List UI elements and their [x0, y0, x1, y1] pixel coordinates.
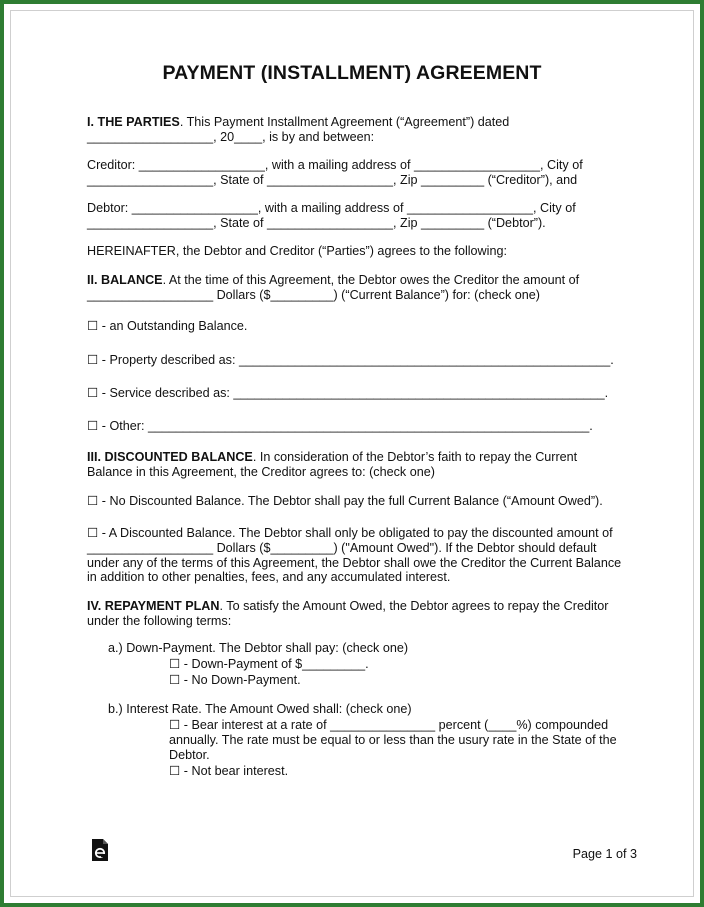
- eforms-logo-icon: [90, 838, 110, 862]
- parties-text-1: . This Payment Installment Agreement (“Agreement”) dated: [179, 115, 510, 129]
- balance-option-outstanding: ☐ - an Outstanding Balance.: [87, 319, 248, 333]
- hereinafter-text: HEREINAFTER, the Debtor and Creditor (“Parties”) agrees to the following:: [87, 244, 507, 258]
- balance-option-other: ☐ - Other: _______________________________________________________________.: [87, 419, 593, 433]
- debtor-line-1: Debtor: __________________, with a mailing address of __________________, City of: [87, 201, 576, 215]
- repayment-line-2: under the following terms:: [87, 614, 232, 628]
- repayment-line-1: [87, 599, 608, 614]
- discount-text-1: . In consideration of the Debtor’s faith to repay the Current: [252, 450, 578, 464]
- discount-option-discounted-2: __________________ Dollars ($_________) ("Amount Owed"). If the Debtor should default: [87, 541, 597, 555]
- creditor-line-2: __________________, State of __________________, Zip _________ (“Creditor”), and: [87, 173, 578, 187]
- discount-line-1: [87, 450, 577, 465]
- discount-option-none: ☐ - No Discounted Balance. The Debtor shall pay the full Current Balance (“Amount Owed”).: [87, 494, 603, 508]
- balance-option-property: ☐ - Property described as: _____________________________________________________.: [87, 353, 614, 367]
- parties-heading: I. THE PARTIES: [87, 115, 180, 129]
- discount-option-discounted-1: ☐ - A Discounted Balance. The Debtor shall only be obligated to pay the discounted amount of: [87, 526, 613, 540]
- document-title: PAYMENT (INSTALLMENT) AGREEMENT: [162, 62, 542, 84]
- balance-heading: II. BALANCE: [87, 273, 163, 287]
- parties-line-2: __________________, 20____, is by and between:: [87, 130, 375, 144]
- down-payment-label: a.) Down-Payment. The Debtor shall pay: (check one): [108, 641, 409, 655]
- balance-line-2: __________________ Dollars ($_________) (“Current Balance”) for: (check one): [87, 288, 540, 302]
- repayment-text-1: . To satisfy the Amount Owed, the Debtor agrees to repay the Creditor: [219, 599, 609, 613]
- balance-line-1: [87, 273, 579, 288]
- parties-line-1: [87, 115, 509, 130]
- repayment-heading: IV. REPAYMENT PLAN: [87, 599, 220, 613]
- interest-option-not-bear: ☐ - Not bear interest.: [169, 764, 289, 778]
- interest-option-bear-2: annually. The rate must be equal to or less than the usury rate in the State of the: [169, 733, 617, 747]
- balance-text-1: . At the time of this Agreement, the Debtor owes the Creditor the amount of: [162, 273, 580, 287]
- interest-rate-label: b.) Interest Rate. The Amount Owed shall: (check one): [108, 702, 412, 716]
- discount-option-discounted-3: under any of the terms of this Agreement, the Debtor shall owe the Creditor the Current Balance: [87, 556, 622, 570]
- balance-option-service: ☐ - Service described as: _____________________________________________________.: [87, 386, 609, 400]
- interest-option-bear-1: ☐ - Bear interest at a rate of _______________ percent (____%) compounded: [169, 718, 609, 732]
- page-number: Page 1 of 3: [572, 847, 637, 861]
- down-payment-option-none: ☐ - No Down-Payment.: [169, 673, 301, 687]
- interest-option-bear-3: Debtor.: [169, 748, 210, 762]
- discount-heading: III. DISCOUNTED BALANCE: [87, 450, 253, 464]
- discount-option-discounted-4: in addition to other penalties, fees, and any accumulated interest.: [87, 570, 451, 584]
- down-payment-option-amount: ☐ - Down-Payment of $_________.: [169, 657, 369, 671]
- debtor-line-2: __________________, State of __________________, Zip _________ (“Debtor”).: [87, 216, 546, 230]
- discount-line-2: Balance in this Agreement, the Creditor agrees to: (check one): [87, 465, 435, 479]
- creditor-line-1: Creditor: __________________, with a mailing address of __________________, City of: [87, 158, 583, 172]
